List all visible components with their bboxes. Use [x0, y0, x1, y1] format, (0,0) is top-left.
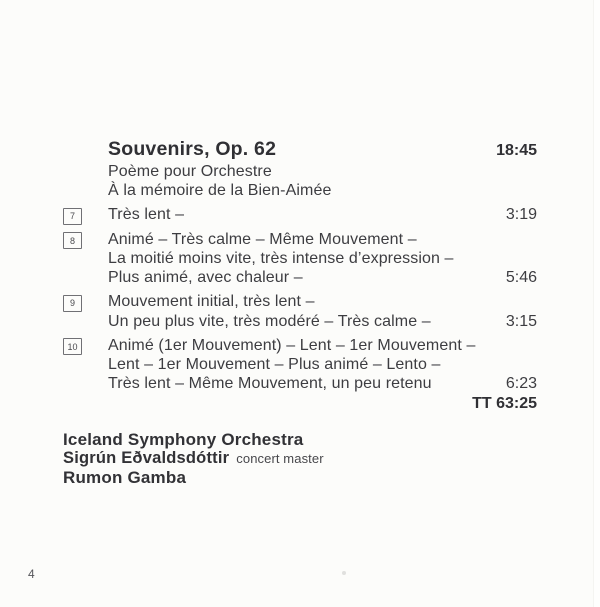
track-movement-line: Un peu plus vite, très modéré – Très calme –	[108, 312, 431, 330]
scan-edge-artifact	[593, 0, 600, 607]
track-number-box: 10	[63, 338, 82, 355]
number-gutter	[63, 337, 108, 356]
track-row	[63, 336, 537, 394]
performers-block	[63, 430, 537, 487]
track-number-box: 8	[63, 232, 82, 249]
track-duration: 3:19	[505, 206, 537, 223]
track-row	[63, 292, 537, 331]
track-number-box: 9	[63, 295, 82, 312]
work-subtitle: Poème pour Orchestre	[108, 163, 272, 180]
track-movement-line: Très lent – Même Mouvement, un peu retenu	[108, 375, 432, 392]
track-duration: 6:23	[505, 375, 537, 392]
concert-master-row	[63, 449, 537, 468]
track-movement-line: La moitié moins vite, très intense d’expression –	[108, 250, 454, 267]
track-movement-line: Animé (1er Mouvement) – Lent – 1er Mouvement –	[108, 336, 476, 354]
track-row	[63, 205, 537, 225]
page-number: 4	[28, 567, 35, 581]
track-movement-line: Lent – 1er Mouvement – Plus animé – Lento –	[108, 356, 441, 373]
track-movement-line: Très lent –	[108, 206, 185, 223]
track-movement-line: Mouvement initial, très lent –	[108, 293, 315, 310]
number-gutter	[63, 206, 108, 225]
concert-master-name: Sigrún Eðvaldsdóttir	[63, 449, 230, 467]
track-duration: 3:15	[505, 312, 537, 330]
work-title: Souvenirs, Op. 62	[108, 138, 277, 160]
total-duration: TT 63:25	[472, 395, 537, 412]
conductor-name: Rumon Gamba	[63, 468, 187, 487]
work-subtitle-row	[63, 162, 537, 181]
number-gutter	[63, 293, 108, 312]
track-movement-line: Plus animé, avec chaleur –	[108, 269, 303, 286]
track-listing	[63, 137, 537, 487]
track-duration: 5:46	[505, 269, 537, 286]
work-dedication: À la mémoire de la Bien-Aimée	[108, 182, 332, 199]
scan-speck	[342, 571, 346, 575]
number-gutter	[63, 231, 108, 250]
work-duration: 18:45	[496, 142, 537, 159]
orchestra-name: Iceland Symphony Orchestra	[63, 430, 304, 449]
track-row	[63, 230, 537, 288]
track-number-box: 7	[63, 208, 82, 225]
track-movement-line: Animé – Très calme – Même Mouvement –	[108, 230, 417, 248]
concert-master-role: concert master	[236, 451, 324, 466]
work-dedication-row	[63, 181, 537, 200]
work-header	[63, 137, 537, 162]
